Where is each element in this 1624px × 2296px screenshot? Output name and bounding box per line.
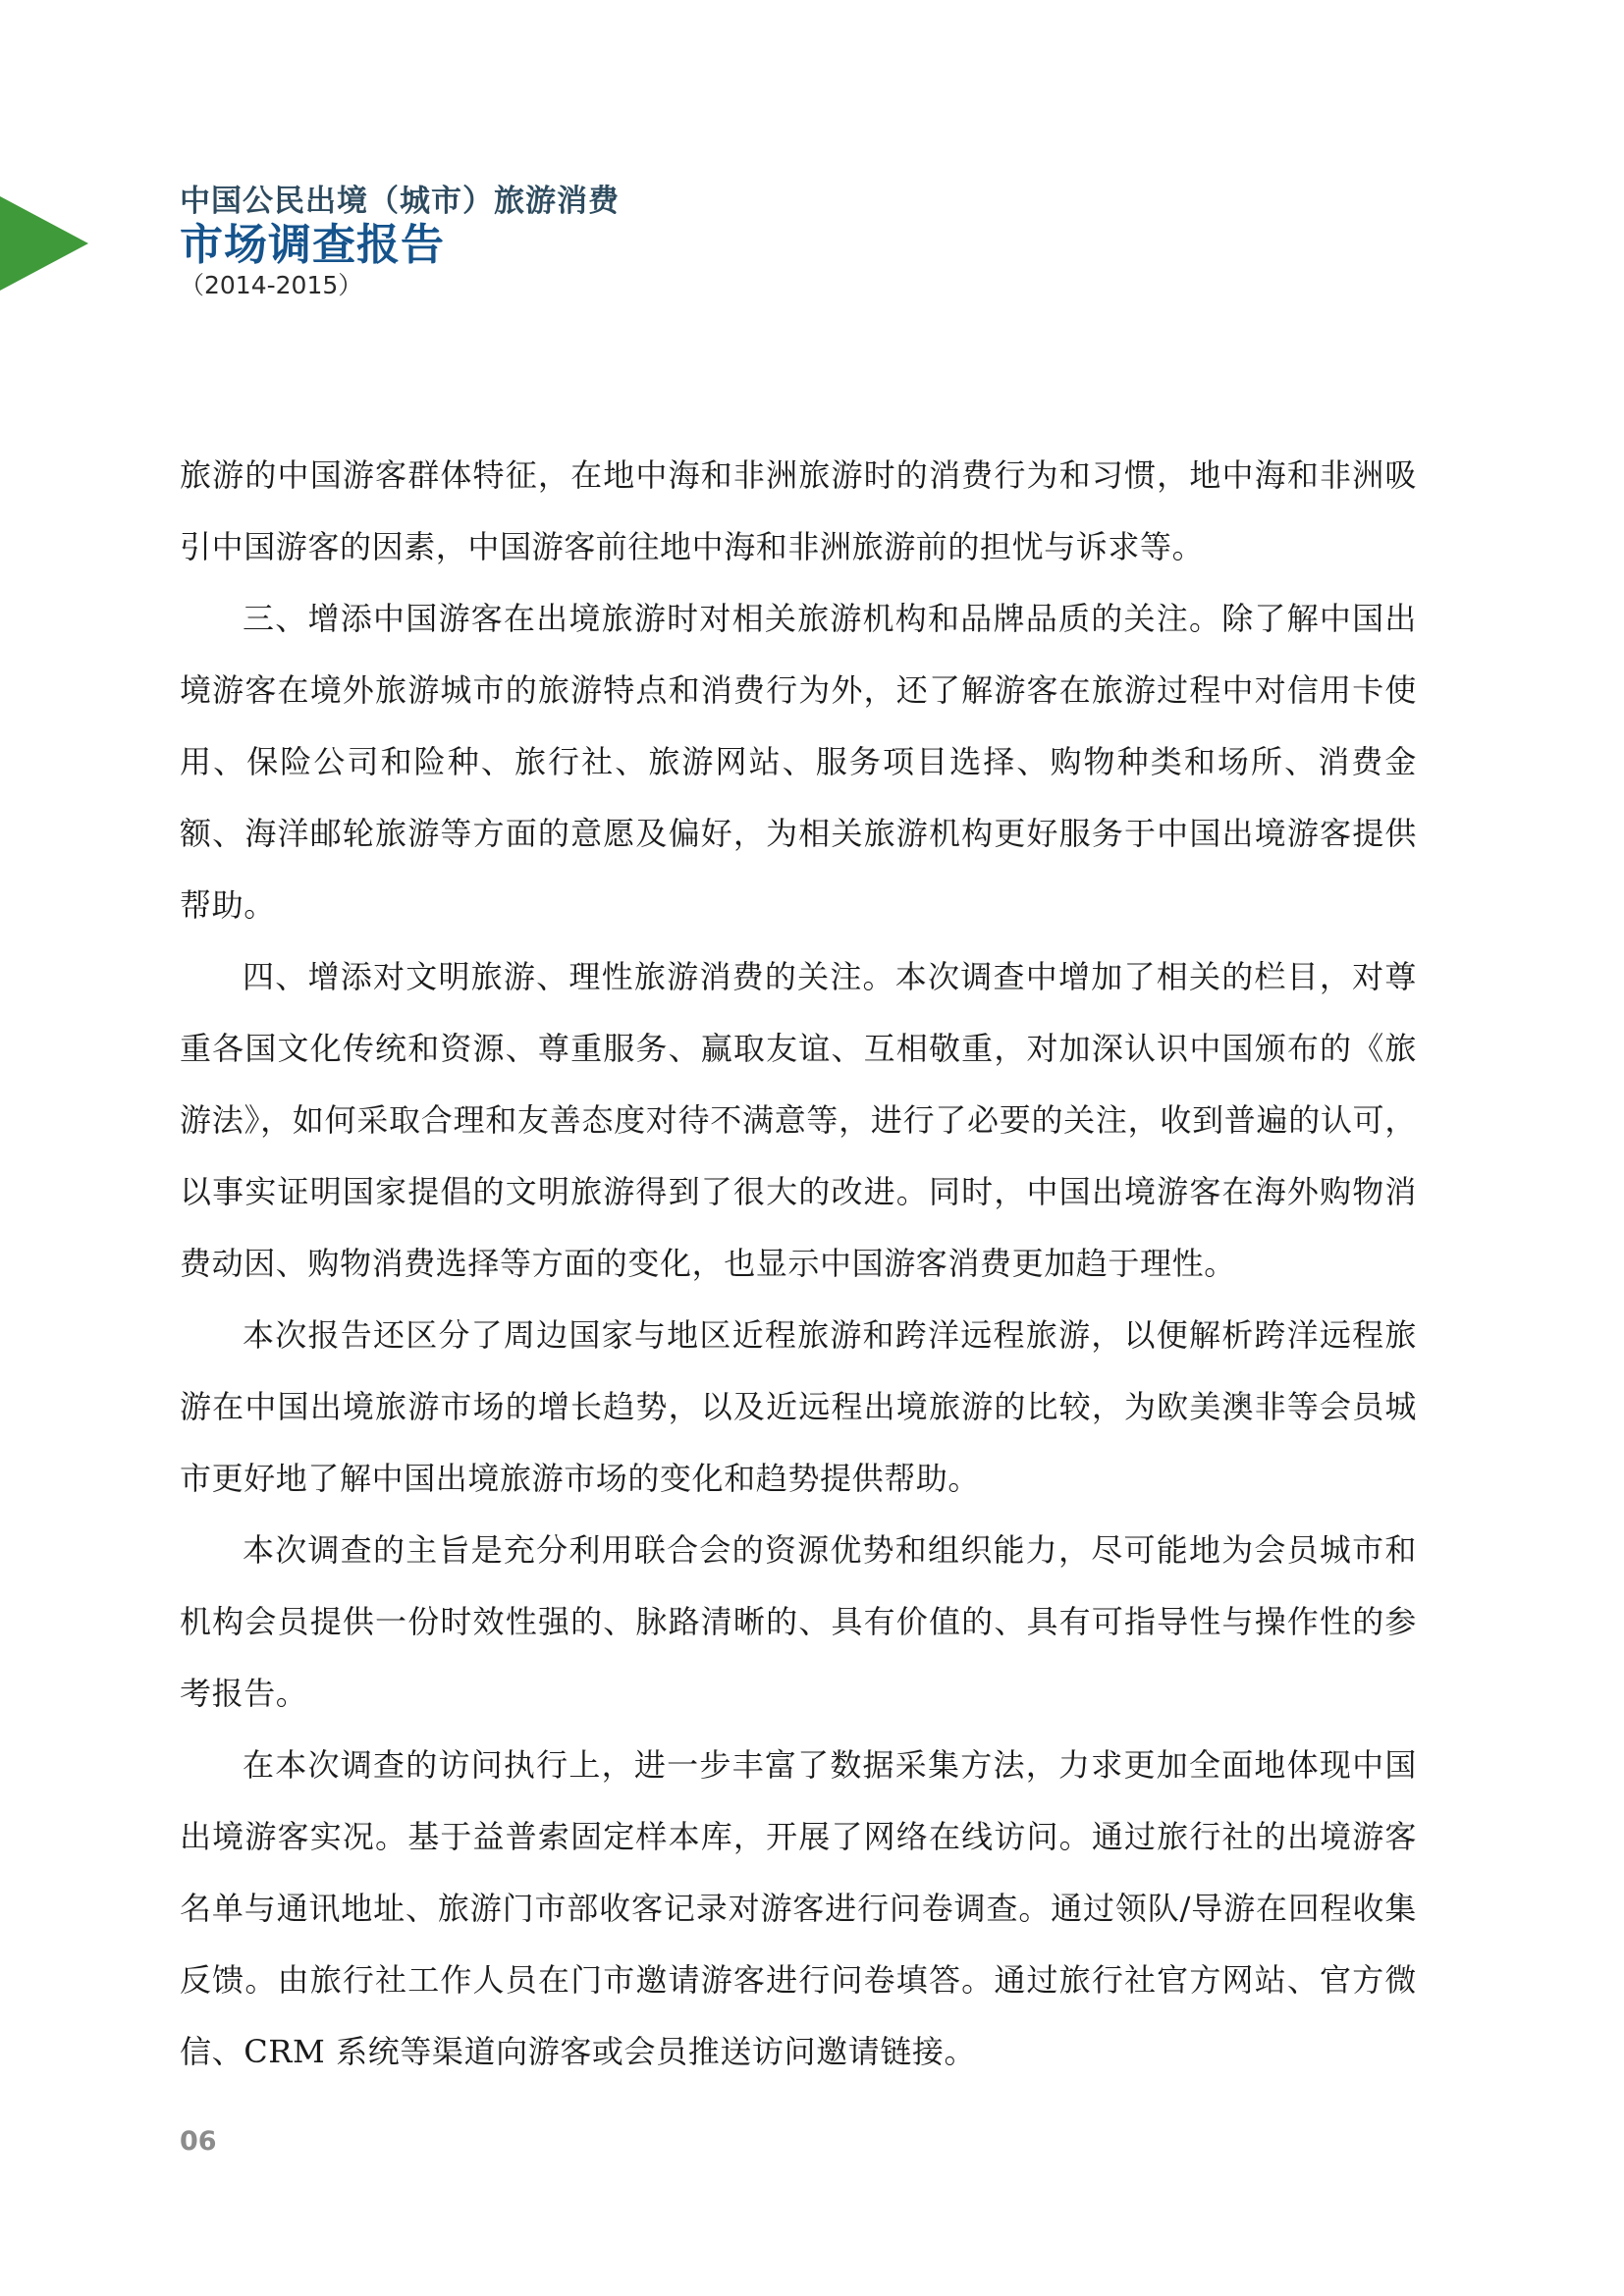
- header-triangle-icon: [0, 196, 88, 291]
- body-text: [180, 440, 1417, 2088]
- paragraph: 本次报告还区分了周边国家与地区近程旅游和跨洋远程旅游，以便解析跨洋远程旅游在中国出境旅游市场的增长趋势，以及近远程出境旅游的比较，为欧美澳非等会员城市更好地了解中国出境旅游市场的变化和趋势提供帮助。: [180, 1316, 1417, 1497]
- paragraph: 三、增添中国游客在出境旅游时对相关旅游机构和品牌品质的关注。除了解中国出境游客在境外旅游城市的旅游特点和消费行为外，还了解游客在旅游过程中对信用卡使用、保险公司和险种、旅行社、旅游网站、服务项目选择、购物种类和场所、消费金额、海洋邮轮旅游等方面的意愿及偏好，为相关旅游机构更好服务于中国出境游客提供帮助。: [180, 600, 1417, 924]
- report-years: （2014-2015）: [180, 271, 363, 299]
- paragraph: 本次调查的主旨是充分利用联合会的资源优势和组织能力，尽可能地为会员城市和机构会员提供一份时效性强的、脉路清晰的、具有价值的、具有可指导性与操作性的参考报告。: [180, 1531, 1417, 1712]
- report-title: 市场调查报告: [180, 220, 445, 270]
- report-subtitle: 中国公民出境（城市）旅游消费: [180, 184, 620, 219]
- paragraph-continuation: 旅游的中国游客群体特征，在地中海和非洲旅游时的消费行为和习惯，地中海和非洲吸引中国游客的因素，中国游客前往地中海和非洲旅游前的担忧与诉求等。: [180, 456, 1417, 565]
- report-header: [180, 183, 620, 300]
- paragraph: 在本次调查的访问执行上，进一步丰富了数据采集方法，力求更加全面地体现中国出境游客实况。基于益普索固定样本库，开展了网络在线访问。通过旅行社的出境游客名单与通讯地址、旅游门市部收客记录对游客进行问卷调查。通过领队/导游在回程收集反馈。由旅行社工作人员在门市邀请游客进行问卷填答。通过旅行社官方网站、官方微信、CRM 系统等渠道向游客或会员推送访问邀请链接。: [180, 1746, 1417, 2070]
- page-number: 06: [180, 2126, 217, 2157]
- paragraph: 四、增添对文明旅游、理性旅游消费的关注。本次调查中增加了相关的栏目，对尊重各国文化传统和资源、尊重服务、赢取友谊、互相敬重，对加深认识中国颁布的《旅游法》，如何采取合理和友善态度对待不满意等，进行了必要的关注，收到普遍的认可，以事实证明国家提倡的文明旅游得到了很大的改进。同时，中国出境游客在海外购物消费动因、购物消费选择等方面的变化，也显示中国游客消费更加趋于理性。: [180, 958, 1417, 1282]
